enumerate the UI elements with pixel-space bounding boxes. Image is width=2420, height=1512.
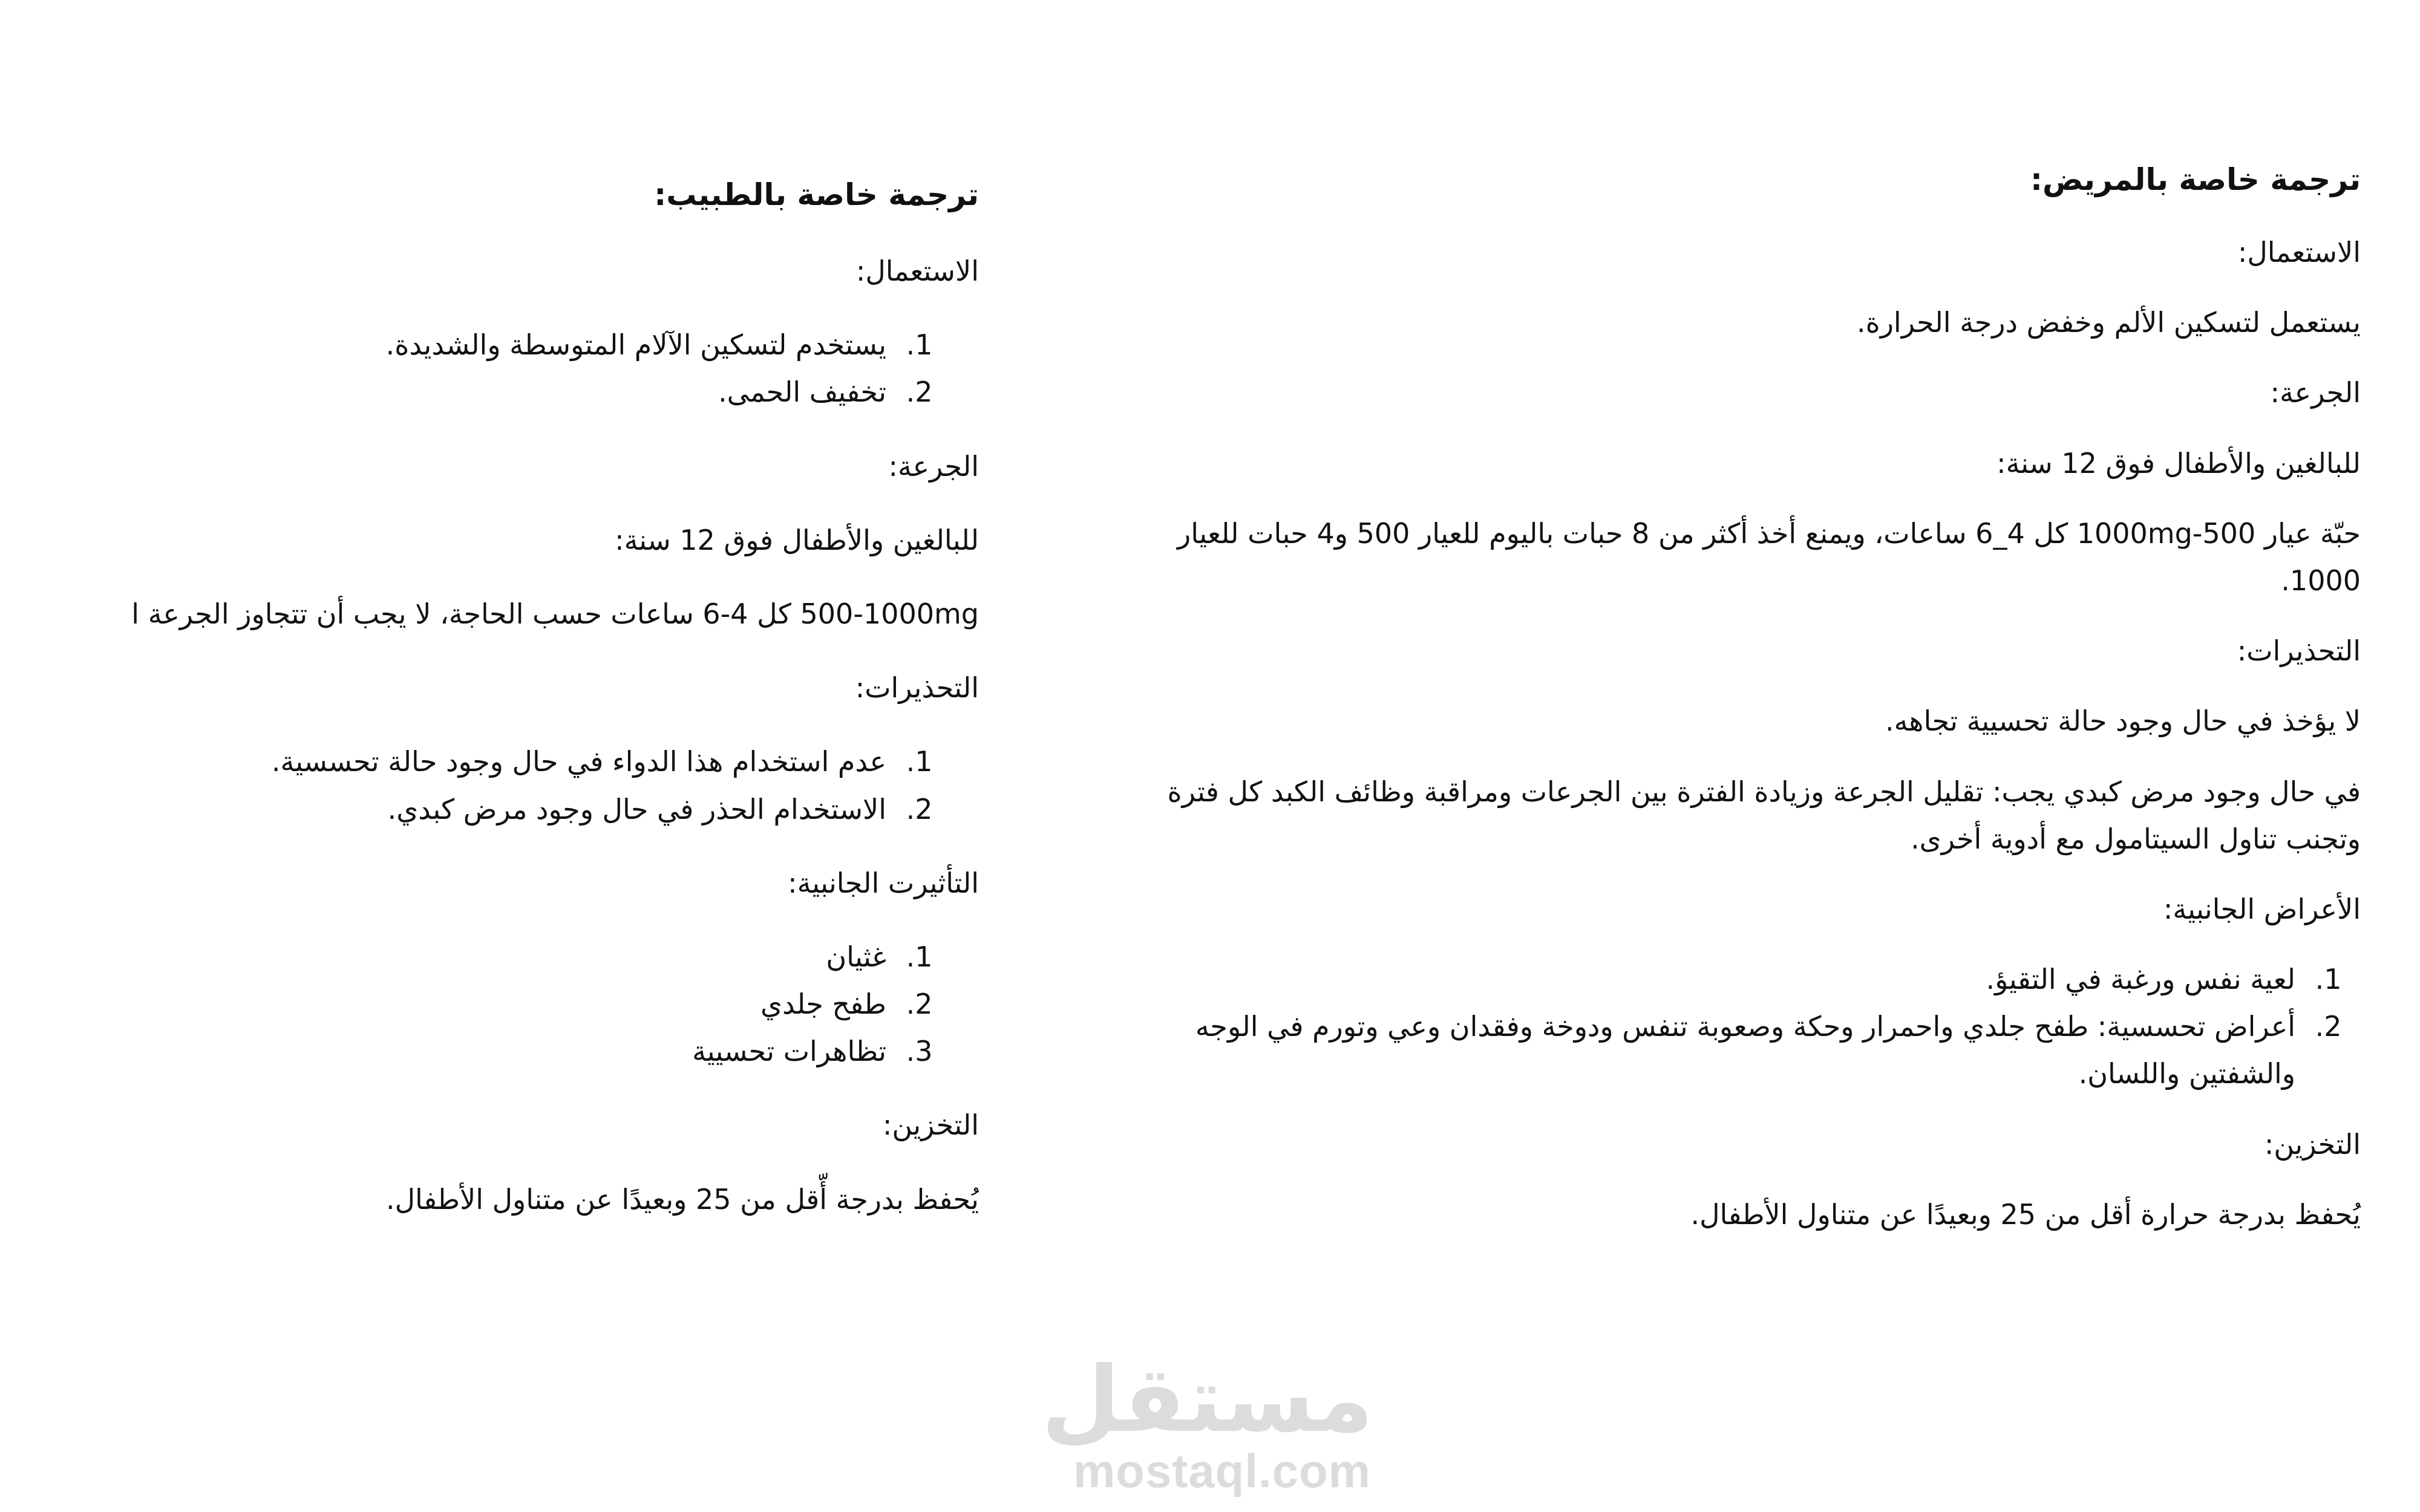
doctor-dose-heading: الجرعة: [888, 449, 979, 483]
patient-storage-heading: التخزين: [2264, 1127, 2361, 1161]
patient-side-effects-list [1151, 956, 2361, 1098]
doctor-warnings-heading: التحذيرات: [855, 671, 979, 705]
patient-section-title: ترجمة خاصة بالمريض: [2030, 162, 2361, 197]
watermark-url: mostaql.com [1073, 1444, 1372, 1497]
patient-dose-subheading: للبالغين والأطفال فوق 12 سنة: [1996, 446, 2361, 480]
patient-warnings-heading: التحذيرات: [2237, 634, 2361, 668]
patient-translation-section [1151, 154, 2361, 1261]
mostaql-watermark [1041, 1347, 1373, 1497]
doctor-storage-text: يُحفظ بدرجة أّقل من 25 وبعيدًا عن متناول الأطفال. [386, 1182, 979, 1216]
patient-storage-text: يُحفظ بدرجة حرارة أقل من 25 وبعيدًا عن متناول الأطفال. [1690, 1198, 2361, 1231]
list-item: 2. طفح جلدي [0, 980, 897, 1028]
patient-side-effects-heading: الأعراض الجانبية: [2163, 892, 2361, 925]
patient-warning-liver: في حال وجود مرض كبدي يجب: تقليل الجرعة وزيادة الفترة بين الجرعات ومراقبة وظائف الكبد كل فترة وتجنب تناول السيتامول مع أدوية أخرى. [1167, 775, 2361, 855]
list-item: 2. أعراض تحسسية: طفح جلدي واحمرار وحكة وصعوبة تنفس ودوخة وفقدان وعي وتورم في الوجه والشفتين واللسان. [1151, 1003, 2306, 1097]
doctor-usage-heading: الاستعمال: [855, 255, 979, 287]
list-item: 2. تخفيف الحمى. [0, 368, 897, 415]
list-item: 1. غثيان [0, 933, 897, 980]
patient-dose-heading: الجرعة: [2270, 376, 2361, 409]
doctor-warnings-list [0, 738, 979, 832]
patient-usage-text: يستعمل لتسكين الألم وخفض درجة الحرارة. [1857, 306, 2361, 339]
doctor-usage-list [0, 321, 979, 415]
list-item: 1. عدم استخدام هذا الدواء في حال وجود حالة تحسسية. [0, 738, 897, 785]
doctor-side-effects-list [0, 933, 979, 1075]
doctor-translation-section [0, 169, 979, 1250]
list-item: 3. تظاهرات تحسيية [0, 1028, 897, 1075]
doctor-dose-text: 500-1000mg كل 4-6 ساعات حسب الحاجة، لا يجب أن تتجاوز الجرعة ا [131, 597, 979, 630]
patient-warning-allergy: لا يؤخذ في حال وجود حالة تحسيية تجاهه. [1885, 705, 2361, 738]
list-item: 1. يستخدم لتسكين الآلام المتوسطة والشديدة. [0, 321, 897, 368]
list-item: 2. الاستخدام الحذر في حال وجود مرض كبدي. [0, 786, 897, 833]
patient-usage-heading: الاستعمال: [2237, 236, 2361, 269]
patient-dose-text: حبّة عيار 500-1000mg كل 4_6 ساعات، ويمنع أخذ أكثر من 8 حبات باليوم للعيار 500 و4 حبات للعيار 1000. [1177, 516, 2361, 597]
doctor-dose-subheading: للبالغين والأطفال فوق 12 سنة: [615, 523, 979, 556]
doctor-side-effects-heading: التأثيرت الجانبية: [788, 866, 979, 899]
doctor-section-title: ترجمة خاصة بالطبيب: [654, 177, 979, 212]
doctor-storage-heading: التخزين: [882, 1109, 979, 1142]
watermark-arabic-logo: مستقل [1041, 1347, 1373, 1453]
list-item: 1. لعية نفس ورغبة في التقيؤ. [1151, 956, 2306, 1003]
